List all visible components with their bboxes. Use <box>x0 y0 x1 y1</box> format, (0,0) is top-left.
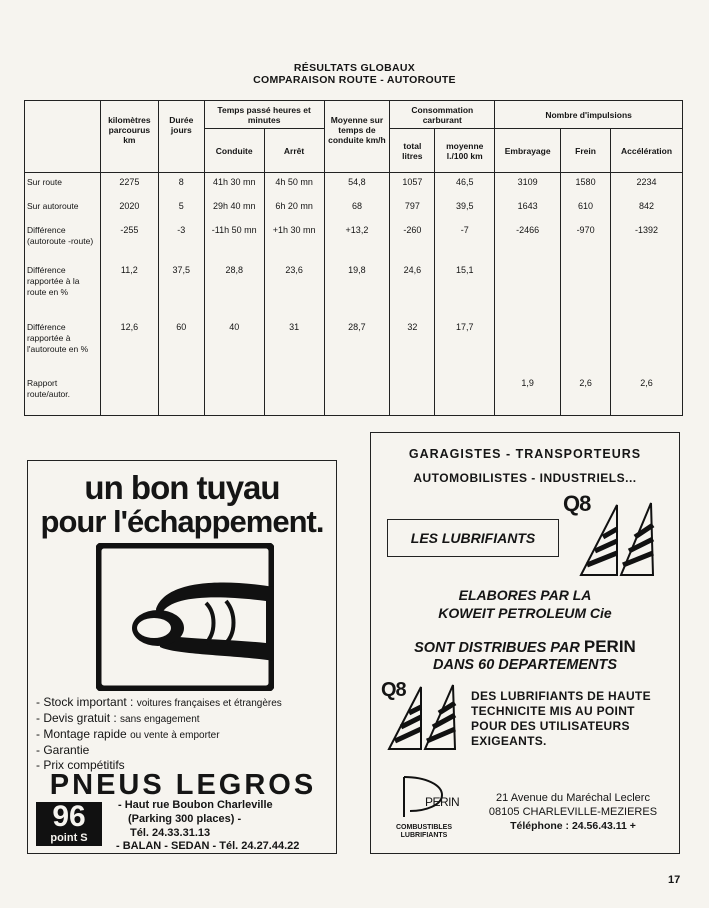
table-cell: 46,5 <box>435 173 495 198</box>
description-line: EXIGEANTS. <box>471 734 547 748</box>
table-cell: 1,9 <box>495 374 561 415</box>
header-avgcons: moyenne l./100 km <box>435 129 495 173</box>
table-cell: -970 <box>561 221 611 261</box>
table-cell: 60 <box>158 318 204 375</box>
table-cell: 31 <box>264 318 324 375</box>
tel-line: Tél. 24.33.31.13 <box>130 827 211 839</box>
table-cell: 1580 <box>561 173 611 198</box>
feature-main: - Montage rapide <box>36 727 127 741</box>
table-cell <box>324 374 390 415</box>
table-cell: 15,1 <box>435 261 495 318</box>
table-cell: +1h 30 mn <box>264 221 324 261</box>
perin-tel: Téléphone : 24.56.43.11 + <box>510 820 636 832</box>
table-cell: 3109 <box>495 173 561 198</box>
table-cell: 8 <box>158 173 204 198</box>
point-s-logo <box>36 802 102 846</box>
results-table <box>24 100 683 416</box>
table-cell: 4h 50 mn <box>264 173 324 198</box>
table-cell: 29h 40 mn <box>204 197 264 221</box>
feature-sub: sans engagement <box>120 714 200 725</box>
address-line-2: (Parking 300 places) - <box>128 813 242 825</box>
table-cell: 2,6 <box>611 374 683 415</box>
perin-address-1: 21 Avenue du Maréchal Leclerc <box>496 792 650 804</box>
table-cell: 1643 <box>495 197 561 221</box>
table-cell: 842 <box>611 197 683 221</box>
perin-address-2: 08105 CHARLEVILLE-MEZIERES <box>488 806 658 818</box>
row-label: Sur autoroute <box>25 197 101 221</box>
perin-sub-1: COMBUSTIBLES <box>396 824 452 831</box>
feature-sub: voitures françaises et étrangères <box>136 698 282 709</box>
header-brake: Frein <box>561 129 611 173</box>
heading-line1: RÉSULTATS GLOBAUX <box>293 62 416 74</box>
branches-line: - BALAN - SEDAN - Tél. 24.27.44.22 <box>116 840 300 852</box>
table-cell: 1057 <box>390 173 435 198</box>
feature-item <box>36 695 282 711</box>
table-cell: 5 <box>158 197 204 221</box>
ad-headline-1: un bon tuyau <box>84 469 280 506</box>
feature-main: - Prix compétitifs <box>36 758 125 772</box>
header-impulses-group: Nombre d'impulsions <box>495 101 683 129</box>
ad-perin-q8 <box>370 432 680 854</box>
table-cell: 2,6 <box>561 374 611 415</box>
page-number: 17 <box>668 874 681 886</box>
perin-address <box>475 791 671 833</box>
table-cell: 19,8 <box>324 261 390 318</box>
table-cell <box>390 374 435 415</box>
table-cell: +13,2 <box>324 221 390 261</box>
table-cell: 2234 <box>611 173 683 198</box>
table-cell: 37,5 <box>158 261 204 318</box>
table-row <box>25 318 683 375</box>
exhaust-pipe-illustration <box>96 543 274 691</box>
table-cell <box>561 318 611 375</box>
q8-logo-bottom <box>381 679 461 760</box>
header-accel: Accélération <box>611 129 683 173</box>
header-stop: Arrêt <box>264 129 324 173</box>
feature-main: - Stock important : <box>36 695 134 709</box>
row-label: Différence (autoroute -route) <box>25 221 101 261</box>
header-consumption-group: Consommation carburant <box>390 101 495 129</box>
row-label: Différence rapportée à l'autoroute en % <box>25 318 101 375</box>
feature-item <box>36 727 282 743</box>
feature-item <box>36 711 282 727</box>
row-label: Différence rapportée à la route en % <box>25 261 101 318</box>
table-row <box>25 173 683 198</box>
table-cell: 12,6 <box>100 318 158 375</box>
feature-sub: ou vente à emporter <box>130 730 220 741</box>
table-cell: 797 <box>390 197 435 221</box>
table-cell: 24,6 <box>390 261 435 318</box>
q8-text-bottom: Q8 <box>381 679 406 701</box>
description-line: POUR DES UTILISATEURS <box>471 719 630 733</box>
feature-main: - Devis gratuit : <box>36 711 117 725</box>
description-line: DES LUBRIFIANTS DE HAUTE <box>471 689 651 703</box>
table-cell: 41h 30 mn <box>204 173 264 198</box>
header-blank <box>25 101 101 173</box>
table-cell: 32 <box>390 318 435 375</box>
table-cell: 28,7 <box>324 318 390 375</box>
table-cell: 23,6 <box>264 261 324 318</box>
table-cell: 68 <box>324 197 390 221</box>
table-cell: 17,7 <box>435 318 495 375</box>
address-line-1: - Haut rue Boubon Charleville <box>118 799 273 811</box>
header-avg: Moyenne sur temps de conduite km/h <box>324 101 390 173</box>
table-cell: 2275 <box>100 173 158 198</box>
table-cell <box>100 374 158 415</box>
table-cell <box>495 318 561 375</box>
header-driving: Conduite <box>204 129 264 173</box>
row-label: Sur route <box>25 173 101 198</box>
table-cell <box>611 261 683 318</box>
table-cell: -3 <box>158 221 204 261</box>
ad-line-1: GARAGISTES - TRANSPORTEURS <box>408 447 642 461</box>
table-cell: -1392 <box>611 221 683 261</box>
ad-description <box>471 689 651 749</box>
dist-line-2: DANS 60 DEPARTEMENTS <box>433 657 617 673</box>
perin-logo <box>381 773 467 840</box>
table-cell: 6h 20 mn <box>264 197 324 221</box>
header-clutch: Embrayage <box>495 129 561 173</box>
heading-line2: COMPARAISON ROUTE - AUTOROUTE <box>253 74 456 86</box>
table-cell: 39,5 <box>435 197 495 221</box>
perin-logo-text: PERIN <box>425 795 460 809</box>
table-cell: 2020 <box>100 197 158 221</box>
dist-perin: PERIN <box>583 637 636 656</box>
table-cell <box>561 261 611 318</box>
table-cell: 610 <box>561 197 611 221</box>
row-label: Rapport route/autor. <box>25 374 101 415</box>
brand-name: PNEUS LEGROS <box>49 769 317 801</box>
ad-line-2: AUTOMOBILISTES - INDUSTRIELS... <box>413 471 637 485</box>
ad-pneus-legros <box>27 460 337 854</box>
table-row <box>25 261 683 318</box>
table-cell <box>611 318 683 375</box>
table-cell <box>495 261 561 318</box>
ad-headline-2: pour l'échappement. <box>40 504 324 539</box>
table-cell: 40 <box>204 318 264 375</box>
table-cell: -11h 50 mn <box>204 221 264 261</box>
table-cell <box>158 374 204 415</box>
feature-main: - Garantie <box>36 743 90 757</box>
header-km: kilomètres parcourus km <box>100 101 158 173</box>
elab-line-1: ELABORES PAR LA <box>458 587 592 603</box>
logo-number: 96 <box>52 800 86 833</box>
perin-sub-2: LUBRIFIANTS <box>400 832 448 839</box>
table-cell: 11,2 <box>100 261 158 318</box>
table-cell: 28,8 <box>204 261 264 318</box>
header-total: total litres <box>390 129 435 173</box>
elab-line-2: KOWEIT PETROLEUM Cie <box>438 605 612 621</box>
table-cell: -7 <box>435 221 495 261</box>
q8-logo-top <box>563 491 661 586</box>
logo-text: point S <box>50 832 88 844</box>
dist-text: SONT DISTRIBUES PAR <box>414 640 580 656</box>
lubrifiants-box: LES LUBRIFIANTS <box>387 519 559 557</box>
ad-features-list <box>36 695 282 773</box>
table-cell: -260 <box>390 221 435 261</box>
q8-text-top: Q8 <box>563 491 591 516</box>
dist-line-1 <box>371 637 679 657</box>
feature-item <box>36 743 282 758</box>
table-cell <box>204 374 264 415</box>
table-cell <box>435 374 495 415</box>
description-line: TECHNICITE MIS AU POINT <box>471 704 635 718</box>
table-cell: -255 <box>100 221 158 261</box>
ad-address <box>118 798 273 840</box>
table-cell: 54,8 <box>324 173 390 198</box>
table-cell: -2466 <box>495 221 561 261</box>
table-cell <box>264 374 324 415</box>
table-row <box>25 374 683 415</box>
header-time-group: Temps passé heures et minutes <box>204 101 324 129</box>
table-row <box>25 221 683 261</box>
table-row <box>25 197 683 221</box>
header-days: Durée jours <box>158 101 204 173</box>
